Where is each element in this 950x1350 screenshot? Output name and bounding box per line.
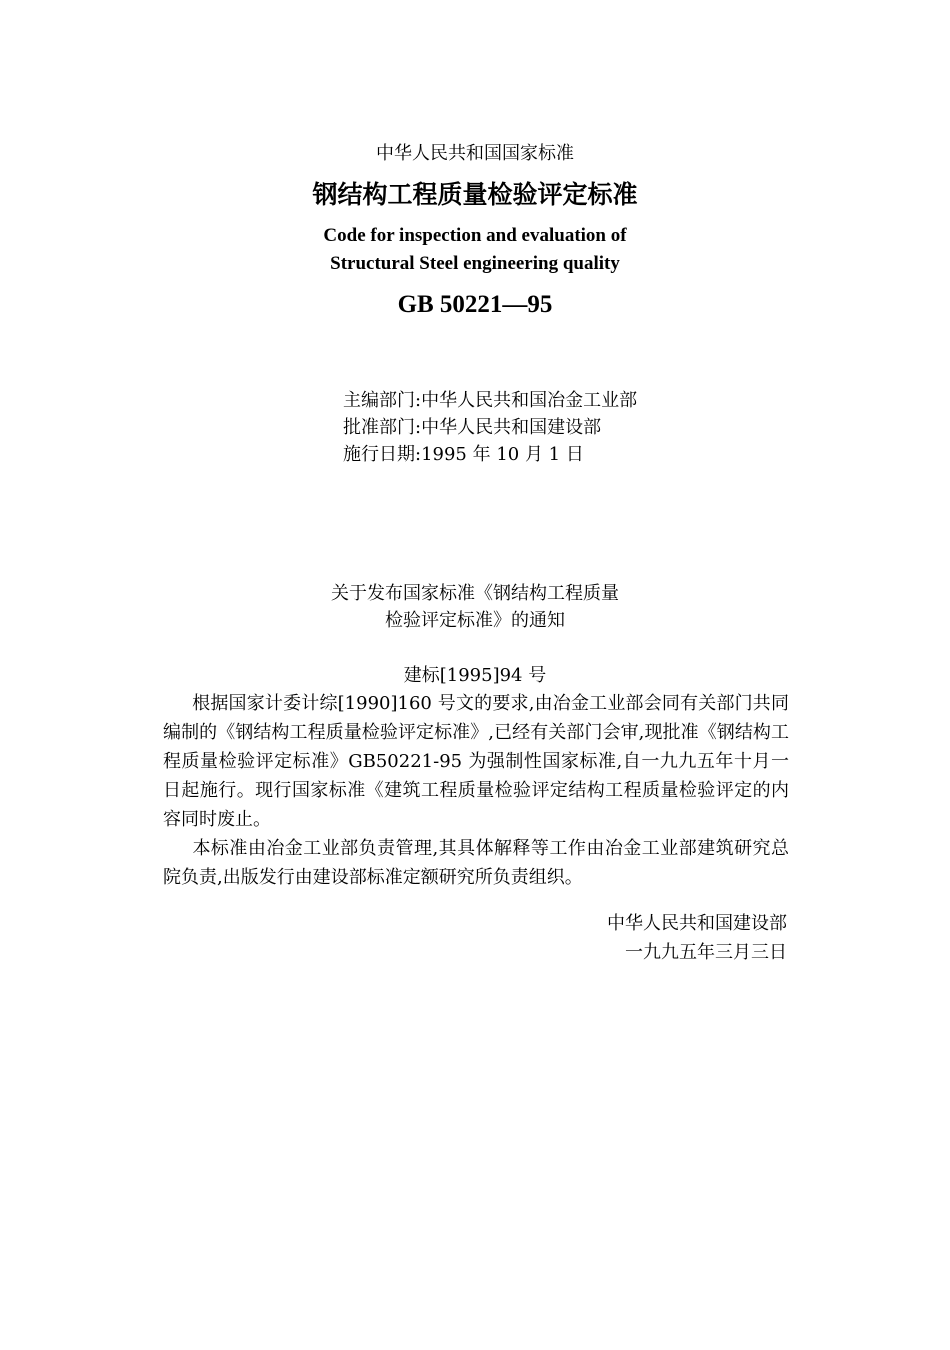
english-title-line-1: Code for inspection and evaluation of — [323, 225, 627, 246]
notice-title — [0, 580, 950, 634]
editor-department: 主编部门:中华人民共和国冶金工业部 — [343, 390, 638, 411]
publication-meta — [343, 387, 637, 468]
document-title-chinese: 钢结构工程质量检验评定标准 — [312, 180, 638, 209]
notice-title-line-1: 关于发布国家标准《钢结构工程质量 — [331, 583, 619, 604]
english-title-line-2: Structural Steel engineering quality — [330, 253, 620, 274]
notice-body — [163, 689, 789, 892]
notice-signature — [607, 909, 787, 967]
notice-paragraph-2-text: 本标准由冶金工业部负责管理,其具体解释等工作由冶金工业部建筑研究总院负责,出版发行由建设部标准定额研究所负责组织。 — [163, 838, 789, 888]
effective-date: 施行日期:1995 年 10 月 1 日 — [343, 444, 584, 465]
approving-department: 批准部门:中华人民共和国建设部 — [343, 417, 602, 438]
signature-organization: 中华人民共和国建设部 — [607, 913, 787, 934]
document-title-english — [0, 222, 950, 278]
standard-category: 中华人民共和国国家标准 — [376, 143, 574, 164]
notice-title-line-2: 检验评定标准》的通知 — [385, 610, 565, 631]
notice-paragraph-1 — [163, 689, 789, 834]
signature-date: 一九九五年三月三日 — [625, 942, 787, 963]
notice-paragraph-2 — [163, 834, 789, 892]
standard-code: GB 50221—95 — [397, 291, 553, 318]
notice-paragraph-1-text: 根据国家计委计综[1990]160 号文的要求,由冶金工业部会同有关部门共同编制的《钢结构工程质量检验评定标准》,已经有关部门会审,现批准《钢结构工程质量检验评定标准》GB50221-95 为强制性国家标准,自一九九五年十月一日起施行。现行国家标准《建筑工程质量检验评定结构工程质量检验评定的内容同时废止。 — [163, 693, 789, 830]
notice-document-number: 建标[1995]94 号 — [403, 665, 547, 686]
